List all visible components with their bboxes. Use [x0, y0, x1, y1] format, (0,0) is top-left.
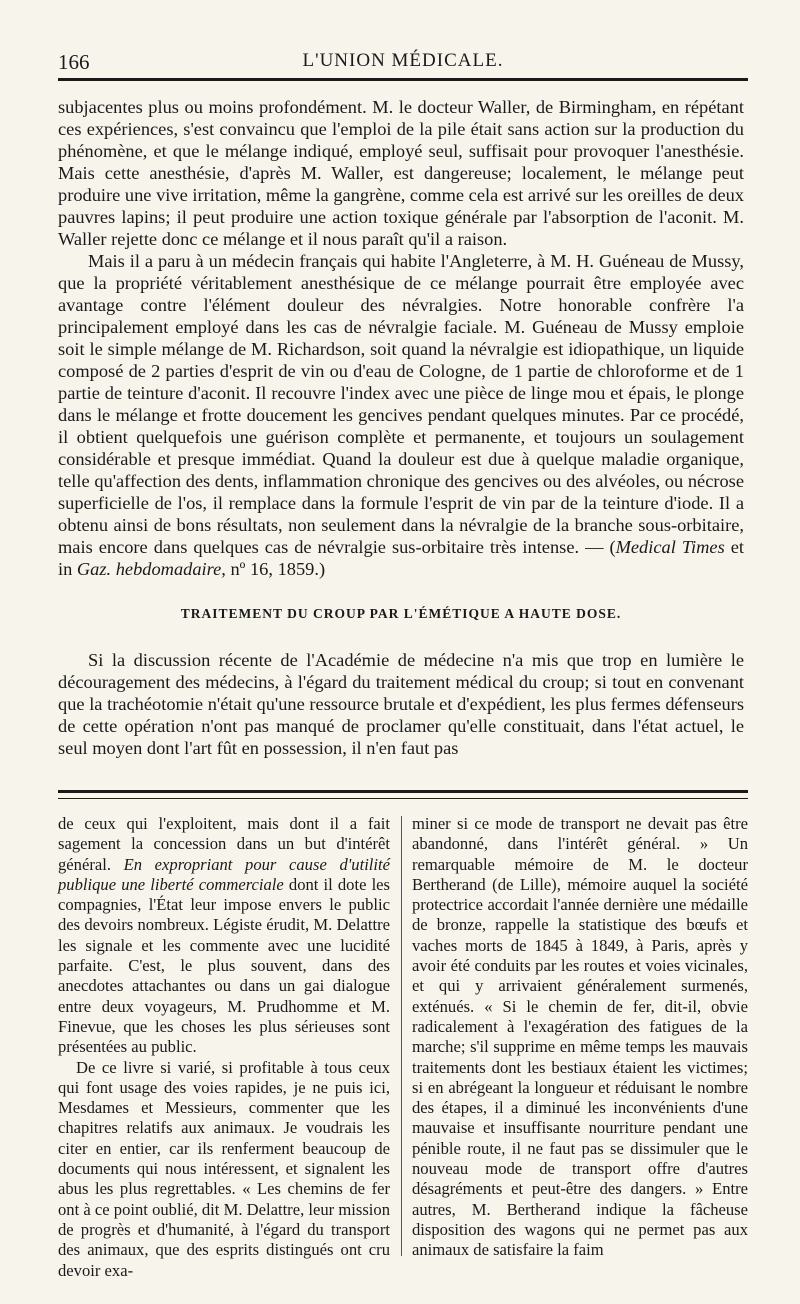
article-paragraph-3: Si la discussion récente de l'Académie de médecine n'a mis que trop en lumière le découragement des médecins, à l'égard du traitement médical du croup; si tout en convenant que la trachéotomie n'était qu'une ressource brutale et d'expédient, les plus fermes défenseurs de cette opération n'ont pas manqué de proclamer qu'elle constituait, dans l'état actuel, le seul moyen dont l'art fût en possession, il n'en faut pas — [58, 650, 744, 758]
feuilleton-right-column — [412, 814, 748, 1261]
feuilleton-left-column — [58, 814, 390, 1281]
article-body — [58, 96, 744, 759]
citation-issue: nº 16, 1859.) — [225, 559, 326, 579]
left-paragraph-2: De ce livre si varié, si profitable à tous ceux qui font usage des voies rapides, je ne puis ici, Mesdames et Messieurs, commenter que les chapitres relatifs aux animaux. Je voudrais les citer en entier, car ils renferment beaucoup de documents qui nous intéressent, et signalent les abus les plus regrettables. « Les chemins de fer ont à ce point oublié, dit M. Delattre, leur mission de progrès et d'humanité, à l'égard du transport des animaux, que des esprits distingués ont cru devoir exa- — [58, 1057, 390, 1280]
feuilleton — [58, 814, 748, 1280]
left-paragraph-1 — [58, 814, 390, 1058]
paragraph-2-text: Mais il a paru à un médecin français qui habite l'Angleterre, à M. H. Guéneau de Mussy, que la propriété véritablement anesthésique de ce mélange pourrait être employée avec avantage contre l'élément douleur des névralgies. Notre honorable confrère l'a principalement employé dans les cas de névralgie faciale. M. Guéneau de Mussy emploie soit le simple mélange de M. Richardson, soit quand la névralgie est idiopathique, un liquide composé de 2 parties d'esprit de vin ou d'eau de Cologne, de 1 partie de chloroforme et de 1 partie de teinture d'aconit. Il recouvre l'index avec une pièce de linge mou et épais, le plonge dans le mélange et frotte doucement les gencives pendant quelques minutes. Par ce procédé, il obtient quelquefois une guérison complète et permanente, et toujours un soulagement considérable et presque immédiat. Quand la douleur est due à quelque maladie organique, telle qu'affection des dents, inflammation chronique des gencives ou des alvéoles, ou nécrose superficielle de l'os, il remplace dans la formule l'esprit de vin par de la teinture d'iode. Il a obtenu ainsi de bons résultats, non seulement dans la névralgie de la branche sous-orbitaire, mais encore dans quelques cas de névralgie sus-orbitaire très intense. — ( — [58, 251, 744, 557]
page-number: 166 — [58, 50, 90, 74]
right-paragraph-1: miner si ce mode de transport ne devait pas être abandonné, dans l'intérêt général. » Un remarquable mémoire de M. le docteur Bertherand (de Lille), mémoire auquel la société protectrice accordait l'année dernière une médaille de bronze, rappelle la statistique des bœufs et vaches morts de 1845 à 1849, à Paris, après y avoir été conduits par les routes et voies vicinales, et qui y arrivaient généralement surmenés, exténués. « Si le chemin de fer, dit-il, obvie radicalement à l'exagération des fatigues de la marche; s'il supprime en même temps les mauvais traitements dont les bestiaux étaient les victimes; si en abrégeant la longueur et réduisant le nombre des étapes, il a diminué les inconvénients d'une mauvaise et insuffisante nourriture pendant une pénible route, il ne faut pas se dissimuler que le nouveau mode de transport offre d'autres désagréments et peut-être des dangers. » Entre autres, M. Bertherand indique la fâcheuse disposition des wagons qui ne permet pas aux animaux de satisfaire la faim — [412, 814, 748, 1260]
section-title: TRAITEMENT DU CROUP PAR L'ÉMÉTIQUE A HAUTE DOSE. — [180, 606, 622, 621]
left-paragraph-1-italic: En expropriant pour cause d'utilité publique une liberté commerciale — [58, 854, 390, 894]
article-paragraph-1: subjacentes plus ou moins profondément. M. le docteur Waller, de Birmingham, en répétant ces expériences, s'est convaincu que l'emploi de la pile était sans action sur la production du phénomène, et que le mélange indiqué, employé seul, suffisait pour provoquer l'anesthésie. Mais cette anesthésie, d'après M. Waller, est dangereuse; localement, le mélange peut produire une vive irritation, même la gangrène, comme cela est arrivé sur les oreilles de deux pauvres lapins; il peut produire une action toxique générale par l'absorption de l'aconit. M. Waller rejette donc ce mélange et il nous paraît qu'il a raison. — [58, 97, 744, 249]
left-paragraph-1-end: dont il dote les compagnies, l'État leur impose envers le public des devoirs nombreux. Légiste érudit, M. Delattre les signale et les commente avec une lucidité parfaite. C'est, le plus souvent, dans des anecdotes attachantes ou dans un gai dialogue entre deux voyageurs, M. Prudhomme et M. Finevue, que les choses les plus sérieuses sont présentées au public. — [58, 874, 390, 1057]
page-header — [58, 50, 748, 81]
citation-connector: et in — [58, 537, 745, 579]
left-paragraph-1-start: de ceux qui l'exploitent, mais dont il a fait sagement la concession dans un but d'intérêt général. — [58, 814, 390, 874]
feuilleton-divider — [58, 790, 748, 799]
citation-gazette: Gaz. hebdomadaire, — [76, 559, 226, 579]
running-title: L'UNION MÉDICALE. — [302, 50, 504, 71]
article-paragraph-2 — [58, 250, 744, 580]
column-divider — [401, 816, 402, 1256]
citation-medical-times: Medical Times — [615, 537, 725, 557]
